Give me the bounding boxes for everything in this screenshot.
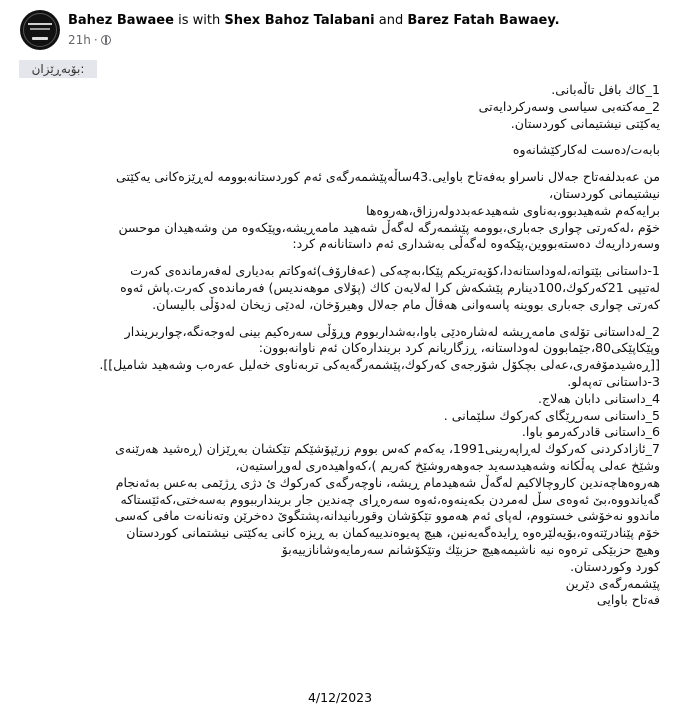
post-body-line: هەروەهاچەندین كاروچالاكیم لەگەڵ شەهیدمام ڕیشە، ناوچەرگەی كەركوك ئ دژی ڕژێمی بەعس بەئەنجام (115, 474, 660, 490)
with-text: is with (178, 13, 221, 28)
post-body-line: 2_مەكتەبی سیاسی وسەركردایەتی (478, 98, 660, 114)
post-body-line: گەیاندووە،بێ ئەوەی سڵ لەمردن بكەینەوە،ئەوە سەرەڕای چەندین جار بریندارببووم بەسەختی،كەئێستاكە (120, 491, 660, 507)
post-body-line: ماندوو نەخۆشی خستووم، لەپای ئەم هەموو تێكۆشان وقوربانیدانە،پشتگوێ دەخرێن وتەنانەت مافی كەسی (114, 508, 660, 524)
post-body-line: 3-داستانی تەپەلو. (567, 373, 660, 389)
post-body-line: برایەكەم شەهیدبوو،بەناوی شەهیدعەبددولەرزاق،هەروەها (366, 202, 660, 218)
post-body-line: 1_كاك بافل تاڵەبانی. (551, 82, 660, 97)
tagged-user-1[interactable]: Shex Bahoz Talabani (224, 13, 375, 28)
post-body-line: 6_داستانی قادركەرمو باوا. (521, 424, 660, 440)
avatar-text-line (32, 37, 48, 40)
post-body (20, 82, 660, 609)
and-text: and (378, 13, 404, 28)
post-body-line: فەتاح باوایی (596, 592, 660, 608)
paragraph-gap (20, 314, 660, 324)
globe-icon[interactable] (101, 35, 111, 45)
post-body-line: پێشمەرگەی دێرین (565, 575, 660, 591)
post-body-line: وپێكاپێكی80،جێمابوون لەوداستانە، ڕزگاریانم كرد بریندارەكان ئەم ناوانەبوون: (258, 340, 660, 356)
post-body-line: نیشتیمانی كوردستان، (549, 185, 660, 201)
paragraph-gap (20, 159, 660, 169)
post-body-line: وسەرداریەك دەستەبووین،پێكەوە لەگەڵی بەشداری ئەم داستانانەم كرد: (292, 236, 660, 252)
post-body-line: [[ڕەشیدمۆفەری،عەلی بچكۆل شۆرجەی كەركوك،پێشمەرگەیەكی تربەناوی خەلیل عەرەب وشەهید شامیل]]. (99, 357, 660, 373)
post-body-line: 5_داستانی سەرڕێگای كەركوك سلێمانی . (443, 407, 660, 423)
author-name[interactable]: Bahez Bawaee (68, 13, 174, 28)
post-body-line: وهیچ حزبێكی ترەوە نیە ناشیمەهیچ حزبێك وتێكۆشانم سەرمایەوشانازییەبۆ (281, 541, 660, 557)
post-body-line: من عەبدلفەتاح جەلال ناسراو بەفەتاح باوایی.43ساڵەپێشمەرگەی ئەم كوردستانەبوومە لەڕێزەكانی یەكێتی (116, 169, 660, 185)
post-body-line: بابەت/دەست لەكاركێشانەوە (512, 142, 660, 158)
post-date: 4/12/2023 (307, 690, 373, 705)
post-body-line: وشێخ عەلی پەڵكانە وشەهیدسەید جەوهەروشێخ كەریم )،كەواهیدەری لەوڕاستیەن، (235, 457, 660, 473)
post-time[interactable]: 21h (68, 33, 91, 47)
recipient-tag: بۆبەڕێزان: (19, 60, 97, 78)
avatar[interactable] (20, 10, 60, 50)
post-header (20, 10, 670, 52)
paragraph-gap (20, 253, 660, 263)
post-body-line: 4_داستانی دابان هەلاج. (537, 390, 660, 406)
post-body-line: كەرتی چواری جەباری بووینە پاسەوانی هەڤاڵ مام جەلال وهیرۆخان، لەدێی زیخان لەدۆڵی بالیسان. (152, 296, 660, 312)
post-body-line: یەكێتی نیشتیمانی كوردستان. (510, 115, 660, 131)
post-body-line: لەتیپی 21كەركوك،100دینارم پێشكەش كرا لەلایەن كاك (پۆلای موهەندیس) فەرماندەی كەرت.پاش ئەوە (120, 279, 660, 295)
paragraph-gap (20, 132, 660, 142)
post-body-line: 2_لەداستانی تۆلەی مامەڕیشە لەشارەدێی باوا،بەشداربووم وڕۆڵی سەرەكیم بینی لەوجەنگە،چواربریندار (124, 323, 660, 339)
post-body-line: خۆم پێنادرێتەوە،بۆیەلێرەوە ڕایدەگەیەنین، هیچ پەیوەندییەكمان بە ڕیزە كانی یەكێتی نیشتمانی كوردستان (126, 525, 660, 541)
avatar-text-line (30, 28, 50, 30)
post-author-line (68, 13, 560, 29)
post-body-line: 7_ئازادكردنی كەركوك لەڕاپەرینی1991، یەكەم كەس بووم زرێپۆشێكم تێكشان بەڕێزان (ڕەشید هەرێنەی (115, 441, 660, 457)
post-body-line: خۆم ،لەكەرتی چواری جەباری،بوومە پێشمەرگە لەگەڵ شەهید مامەڕیشە،وپێكەوە من وشەهیدان موحسن (118, 219, 660, 235)
separator-dot: · (93, 33, 98, 47)
post-meta (68, 32, 111, 48)
avatar-text-line (28, 23, 52, 25)
avatar-ring (23, 13, 57, 47)
tagged-user-2[interactable]: Barez Fatah Bawaey. (407, 13, 560, 28)
post-body-line: 1-داستانی بێتواتە،لەوداستانەدا،كۆیەتریكم پێكا،بەچەكی (عەفارۆف)ئەوكاتم بەدیاری لەفەرماندەی كەرت (130, 263, 660, 279)
post-body-line: كورد وكوردستان. (570, 558, 660, 574)
